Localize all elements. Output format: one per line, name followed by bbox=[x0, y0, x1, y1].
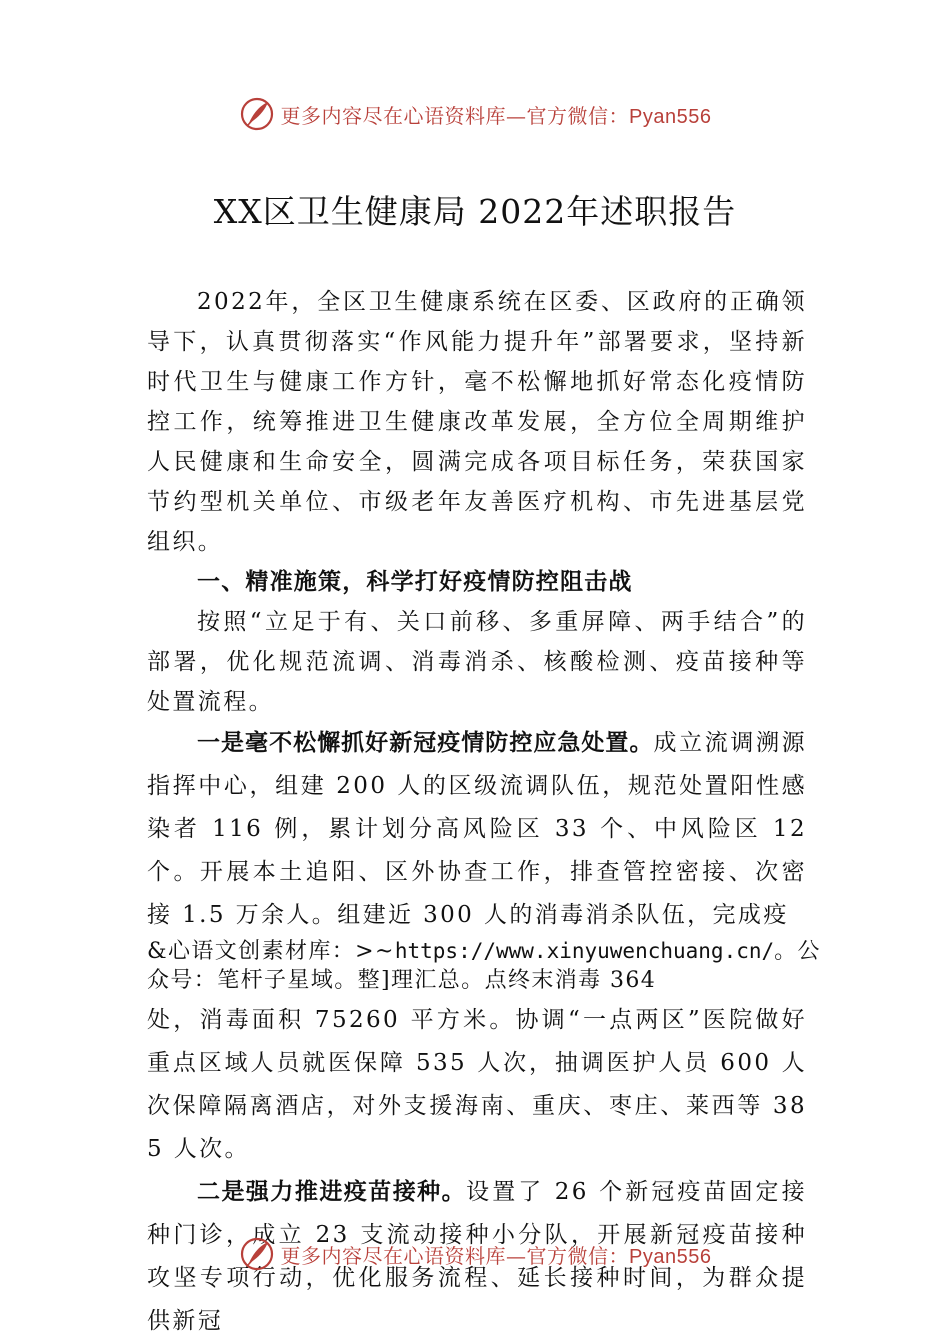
watermark-banner-bottom bbox=[0, 1232, 950, 1276]
quill-logo-icon bbox=[239, 1236, 275, 1272]
point1-body: 成立流调溯源指挥中心，组建 200 人的区级流调队伍，规范处置阳性感染者 116 例，累计划分高风险区 33 个、中风险区 12 个。开展本土追阳、区外协查工作，排查管控密接、次密接 1.5 万余人。组建近 300 人的消毒消杀队伍，完成疫 bbox=[147, 730, 807, 928]
point2-body: 设置了 26 个新冠疫苗固定接种门诊，成立 23 支流动接种小分队，开展新冠疫苗接种攻坚专项行动，优化服务流程、延长接种时间，为群众提供新冠 bbox=[147, 1179, 807, 1334]
watermark-banner-top bbox=[0, 92, 950, 136]
watermark-text: 更多内容尽在心语资料库—官方微信：Pyan556 bbox=[280, 103, 712, 128]
section-intro-paragraph: 按照“立足于有、关口前移、多重屏障、两手结合”的部署，优化规范流调、消毒消杀、核酸检测、疫苗接种等处置流程。 bbox=[147, 609, 807, 715]
watermark-text: 更多内容尽在心语资料库—官方微信：Pyan556 bbox=[280, 1243, 712, 1268]
page-title: XX区卫生健康局 2022年述职报告 bbox=[213, 192, 737, 231]
intro-paragraph: 2022年，全区卫生健康系统在区委、区政府的正确领导下，认真贯彻落实“作风能力提升年”部署要求，坚持新时代卫生与健康工作方针，毫不松懈地抓好常态化疫情防控工作，统筹推进卫生健康改革发展，全方位全周期维护人民健康和生命安全，圆满完成各项目标任务，荣获国家节约型机关单位、市级老年友善医疗机构、市先进基层党组织。 bbox=[147, 289, 807, 555]
point2-lead: 二是强力推进疫苗接种。 bbox=[197, 1179, 467, 1205]
point1-lead: 一是毫不松懈抓好新冠疫情防控应急处置。 bbox=[197, 730, 654, 756]
point1-continuation: 处，消毒面积 75260 平方米。协调“一点两区”医院做好重点区域人员就医保障 535 人次，抽调医护人员 600 人次保障隔离酒店，对外支援海南、重庆、枣庄、莱西等 385 人次。 bbox=[147, 1007, 807, 1162]
injected-source-note: &心语文创素材库：>~https://www.xinyuwenchuang.cn/。公众号：笔杆子星域。整]理汇总。点终末消毒 364 bbox=[147, 939, 821, 993]
document-body bbox=[147, 282, 821, 1343]
quill-logo-icon bbox=[239, 96, 275, 132]
section-heading: 一、精准施策，科学打好疫情防控阻击战 bbox=[197, 569, 633, 595]
point1-paragraph bbox=[147, 722, 807, 937]
